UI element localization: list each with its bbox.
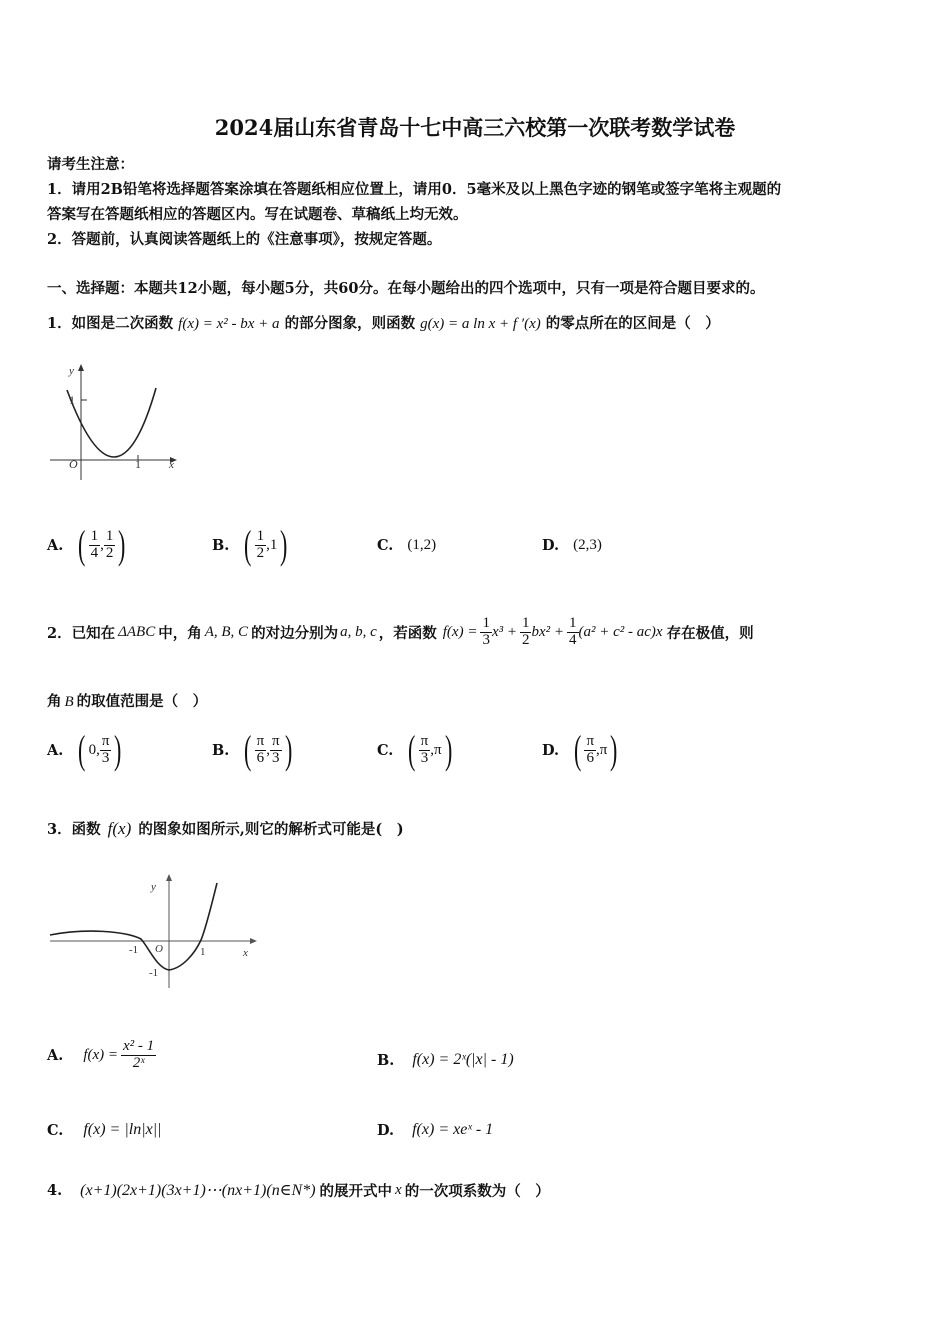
q1-mid: 的部分图象，则函数: [284, 315, 416, 332]
q2-sides: a, b, c: [340, 623, 377, 640]
q1-b-tail: ,1: [266, 536, 278, 553]
question-2-line-2: [47, 690, 207, 711]
q2-b-den1: 6: [256, 749, 265, 766]
q4-suffix: 的一次项系数为（ ）: [404, 1182, 550, 1200]
q3-a-num: x² - 1: [123, 1037, 155, 1054]
q2-option-b-label: B.: [212, 741, 230, 759]
q1-option-a-label: A.: [47, 536, 64, 554]
q3-option-c[interactable]: [47, 1110, 161, 1150]
q3-option-d-label: D.: [377, 1121, 395, 1139]
q2-func-lhs: f(x) =: [442, 623, 478, 640]
q1-option-d-text: (2,3): [573, 536, 602, 553]
q1-origin-label: O: [69, 457, 78, 471]
q1-y-axis-label: y: [69, 365, 74, 377]
q3-x-tick-neg1: -1: [129, 944, 139, 956]
q1-option-d-label: D.: [542, 536, 560, 554]
section-heading: 一、选择题：本题共12小题，每小题5分，共60分。在每小题给出的四个选项中，只有一项是符合题目要求的。: [47, 280, 765, 297]
q2-term2: bx² +: [531, 623, 564, 640]
q1-a-den2: 2: [105, 544, 114, 561]
q3-a-lhs: f(x) =: [83, 1046, 118, 1063]
notice-line-1: 1．请用2B铅笔将选择题答案涂填在答题纸相应位置上，请用0．5毫米及以上黑色字迹的钢笔或签字笔将主观题的: [47, 181, 782, 198]
page-title: 2024届山东省青岛十七中高三六校第一次联考数学试卷: [214, 115, 736, 140]
q1-option-c[interactable]: [377, 520, 436, 570]
q2-triangle: ΔABC: [118, 623, 156, 640]
q2-option-b[interactable]: B. ( $\frac{\pi}{6}$ , $\frac{\pi}{3}$ ): [212, 727, 292, 772]
q3-option-a-label: A.: [47, 1046, 64, 1064]
q1-y-tick-label: 1: [69, 393, 75, 407]
q3-option-c-text: f(x) = |ln|x||: [83, 1121, 162, 1138]
notice-heading: 请考生注意：: [47, 156, 134, 173]
q3-option-b-text: f(x) = 2ˣ(|x| - 1): [412, 1051, 514, 1068]
q2-c-num: π: [420, 732, 429, 749]
question-1-stem: [47, 312, 720, 333]
q1-option-c-text: (1,2): [407, 536, 437, 553]
q3-y-axis-label: y: [151, 881, 156, 893]
q2-line2-suffix: 的取值范围是（ ）: [76, 693, 208, 710]
q2-b-num1: π: [256, 732, 265, 749]
q1-function-g: g(x) = a ln x + f ′(x): [420, 316, 541, 332]
q4-var: x: [395, 1181, 402, 1198]
q4-expression: (x+1)(2x+1)(3x+1)⋯(nx+1)(n∈N*): [80, 1182, 316, 1199]
q2-f3-den: 4: [569, 631, 577, 648]
q1-x-axis-label: x: [169, 459, 174, 471]
q3-x-tick-pos1: 1: [200, 946, 206, 958]
notice-line-2: 答案写在答题纸相应的答题区内。写在试题卷、草稿纸上均无效。: [47, 206, 468, 223]
q2-b-den2: 3: [272, 749, 280, 766]
q2-term1: x³ +: [491, 623, 517, 640]
q3-x-axis-label: x: [243, 947, 248, 959]
q1-option-d[interactable]: [542, 520, 602, 570]
q3-option-b[interactable]: [377, 1040, 514, 1080]
q1-suffix: 的零点所在的区间是（ ）: [545, 315, 720, 332]
q4-mid: 的展开式中: [319, 1182, 393, 1200]
q2-c-tail: ,π: [430, 741, 442, 758]
q2-prefix: 2．已知在: [47, 624, 116, 642]
q3-option-d[interactable]: [377, 1110, 493, 1150]
q2-option-a[interactable]: A. ( 0, $\frac{\pi}{3}$ ): [47, 727, 122, 772]
q3-prefix: 3．函数: [47, 821, 101, 838]
q1-b-num: 1: [256, 527, 265, 544]
question-2-stem: [47, 608, 754, 656]
q3-function-graph: [45, 868, 265, 993]
q2-d-den: 6: [586, 749, 594, 766]
q2-f1-den: 3: [482, 631, 490, 648]
q4-number: 4.: [47, 1181, 63, 1199]
q2-f3-num: 1: [569, 614, 577, 631]
q1-option-a[interactable]: A. ( $\frac{1}{4}$ , $\frac{1}{2}$ ): [47, 522, 126, 567]
q3-a-den: 2ˣ: [132, 1054, 145, 1071]
q2-option-a-label: A.: [47, 741, 64, 759]
q1-option-b[interactable]: B. ( $\frac{1}{2}$ ,1 ): [212, 522, 288, 567]
q2-mid1: 中，角: [158, 624, 202, 642]
q3-y-tick-neg1: -1: [149, 967, 159, 979]
q2-a-num: π: [101, 732, 110, 749]
q2-mid2: 的对边分别为: [251, 624, 339, 642]
q3-option-b-label: B.: [377, 1051, 395, 1069]
q2-d-num: π: [586, 732, 595, 749]
q2-term3: (a² + c² - ac)x: [578, 623, 663, 640]
q2-mid3: ，若函数: [378, 624, 437, 642]
q2-option-c-label: C.: [377, 741, 394, 759]
q2-d-tail: ,π: [596, 741, 608, 758]
q2-a-pre: 0,: [88, 741, 100, 758]
q1-a-num2: 1: [105, 527, 114, 544]
q3-suffix: 的图象如图所示,则它的解析式可能是( ): [138, 821, 404, 838]
q1-a-num1: 1: [90, 527, 99, 544]
q1-parabola-graph: [45, 360, 190, 490]
q3-func: f(x): [107, 819, 132, 838]
q1-option-c-label: C.: [377, 536, 394, 554]
q2-f1-num: 1: [482, 614, 490, 631]
q2-f2-den: 2: [521, 631, 530, 648]
q2-a-den: 3: [101, 749, 110, 766]
q2-line2-var: B: [64, 694, 74, 710]
q1-a-den1: 4: [90, 544, 99, 561]
q3-option-a[interactable]: [47, 1030, 156, 1080]
q2-angles: A, B, C: [204, 623, 249, 640]
q1-function-f: f(x) = x² - bx + a: [178, 316, 280, 332]
q1-b-den: 2: [256, 544, 265, 561]
q3-origin-label: O: [155, 943, 163, 955]
q2-f2-num: 1: [521, 614, 530, 631]
q1-x-tick-label: 1: [135, 457, 141, 471]
q2-option-d[interactable]: D. ( $\frac{\pi}{6}$ ,π ): [542, 727, 618, 772]
q2-b-num2: π: [271, 732, 280, 749]
q3-option-c-label: C.: [47, 1121, 64, 1139]
q1-prefix: 1．如图是二次函数: [47, 315, 174, 332]
notice-line-3: 2．答题前，认真阅读答题纸上的《注意事项》，按规定答题。: [47, 231, 442, 248]
question-3-stem: [47, 818, 404, 839]
q1-option-b-label: B.: [212, 536, 230, 554]
q2-option-c[interactable]: C. ( $\frac{\pi}{3}$ ,π ): [377, 727, 452, 772]
q2-c-den: 3: [420, 749, 429, 766]
q3-option-d-text: f(x) = xeˣ - 1: [412, 1121, 494, 1138]
question-4-stem: [47, 1170, 550, 1210]
q2-line2-prefix: 角: [47, 693, 62, 710]
q2-suffix: 存在极值，则: [666, 624, 754, 642]
q2-option-d-label: D.: [542, 741, 560, 759]
